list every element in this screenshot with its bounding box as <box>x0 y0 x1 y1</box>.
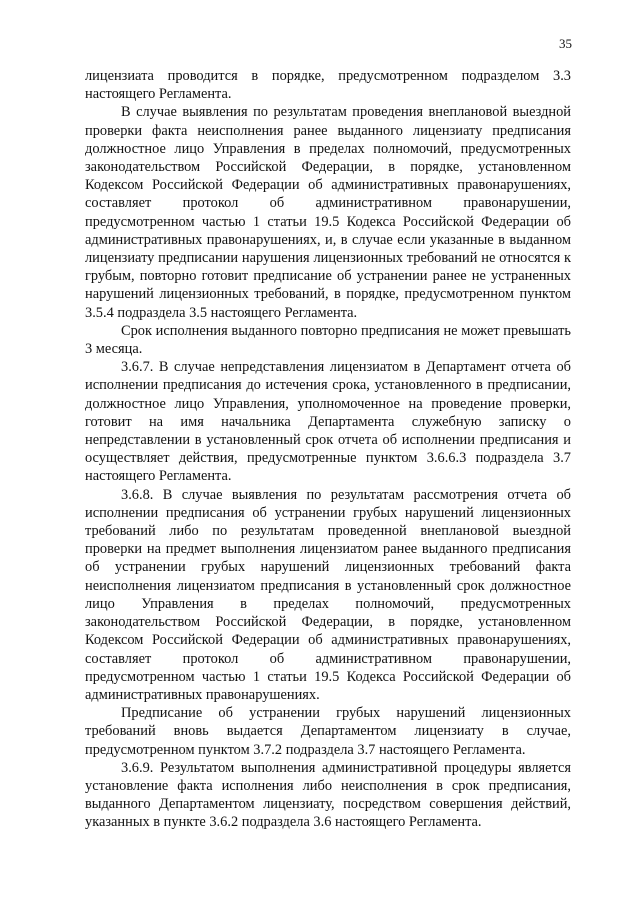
paragraph-reissue-order: Предписание об устранении грубых нарушений лицензионных требований вновь выдается Департаментом лицензиату в случае, предусмотренном пунктом 3.7.2 подраздела 3.7 настоящего Регламента. <box>85 705 571 758</box>
paragraph-3-6-9: 3.6.9. Результатом выполнения административной процедуры является установление факта исполнения либо неисполнения в срок предписания, выданного Департаментом лицензиату, посредством совершения действий, указанных в пункте 3.6.2 подраздела 3.6 настоящего Регламента. <box>85 759 571 831</box>
document-body <box>85 67 571 832</box>
paragraph-repeat-order-deadline: Срок исполнения выданного повторно предписания не может превышать 3 месяца. <box>85 322 571 358</box>
paragraph-3-6-7: 3.6.7. В случае непредставления лицензиатом в Департамент отчета об исполнении предписания до истечения срока, установленного в предписании, должностное лицо Управления, уполномоченное на проведение проверки, готовит на имя начальника Департамента служебную записку о непредставлении в установленный срок отчета об исполнении предписания и осуществляет действия, предусмотренные пунктом 3.6.6.3 подраздела 3.7 настоящего Регламента. <box>85 359 571 485</box>
paragraph-continuation: лицензиата проводится в порядке, предусмотренном подразделом 3.3 настоящего Регламента. <box>85 68 571 103</box>
paragraph-unplanned-inspection: В случае выявления по результатам проведения внеплановой выездной проверки факта неисполнения ранее выданного лицензиату предписания должностное лицо Управления в пределах полномочий, предусмотренных законодательством Российской Федерации, в порядке, установленном Кодексом Российской Федерации об административных правонарушениях, составляет протокол об административном правонарушении, предусмотренном частью 1 статьи 19.5 Кодекса Российской Федерации об административных правонарушениях, и, в случае если указанные в выданном лицензиату предписании нарушения лицензионных требований не относятся к грубым, повторно готовит предписание об устранении ранее не устраненных нарушений лицензионных требований, в порядке, предусмотренном пунктом 3.5.4 подраздела 3.5 настоящего Регламента. <box>85 104 571 321</box>
page-number: 35 <box>559 36 572 51</box>
paragraph-3-6-8: 3.6.8. В случае выявления по результатам рассмотрения отчета об исполнении предписания об устранении грубых нарушений лицензионных требований либо по результатам проведенной внеплановой выездной проверки на предмет выполнения лицензиатом ранее выданного предписания об устранении грубых нарушений лицензионных требований факта неисполнения лицензиатом предписания в установленный срок должностное лицо Управления в пределах полномочий, предусмотренных законодательством Российской Федерации, в порядке, установленном Кодексом Российской Федерации об административных правонарушениях, составляет протокол об административном правонарушении, предусмотренном частью 1 статьи 19.5 Кодекса Российской Федерации об административных правонарушениях. <box>85 486 571 703</box>
